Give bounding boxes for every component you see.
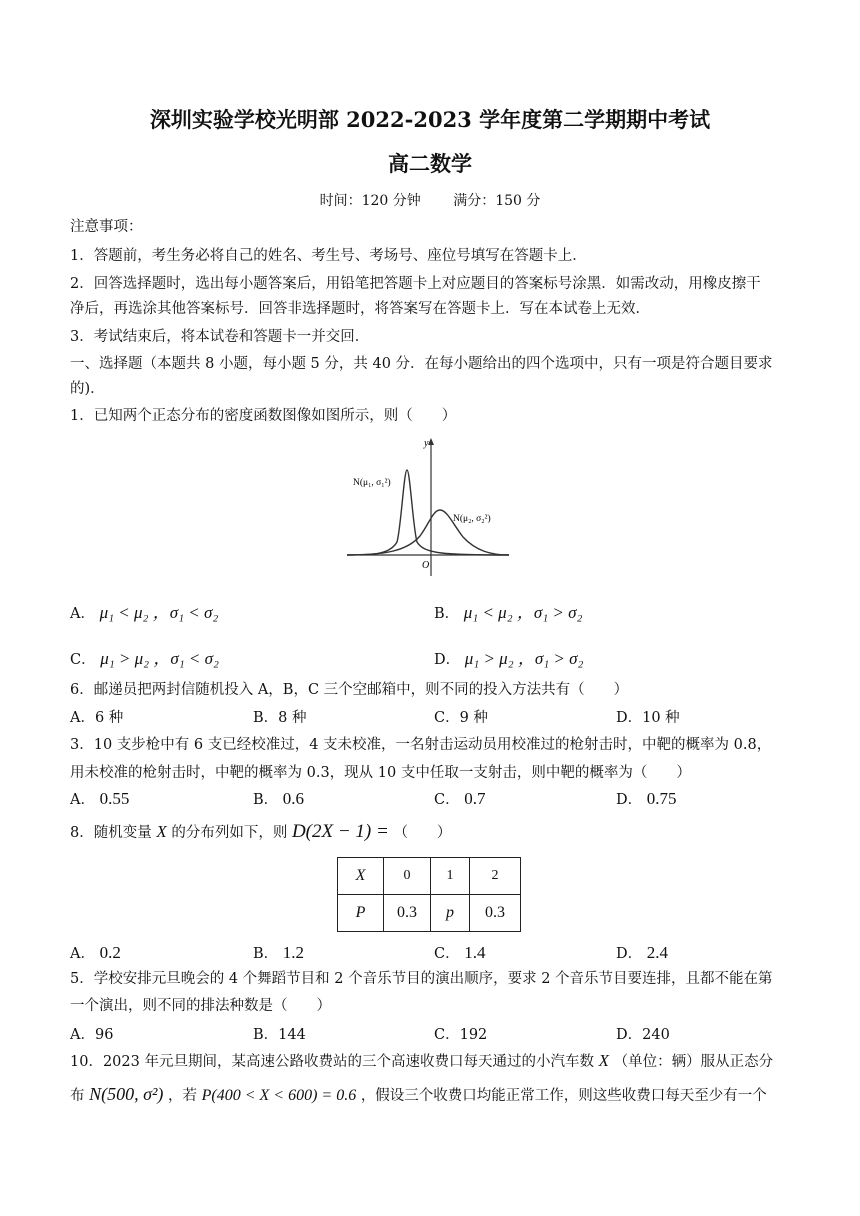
table-cell: 0.3 (470, 895, 521, 932)
q3-option-a-value: 0.55 (99, 789, 130, 808)
q5-option-b[interactable]: B．144 (253, 1027, 306, 1043)
q10-stem-line2 (70, 1084, 794, 1106)
q8-option-b-label: B． (253, 946, 279, 962)
note-item-3: 3．考试结束后，将本试卷和答题卡一并交回． (70, 329, 370, 345)
q8-option-c-value: 1.4 (464, 943, 486, 962)
q10-stem2-expr2: P(400 < X < 600) = 0.6 (201, 1087, 357, 1104)
q8-option-d-label: D． (616, 946, 643, 962)
q1-option-c[interactable] (70, 644, 219, 669)
q3-option-c[interactable] (434, 788, 485, 809)
exam-title: 深圳实验学校光明部 2022-2023 学年度第二学期期中考试 (149, 107, 711, 132)
q8-stem-post: （ ） (393, 825, 452, 841)
table-cell: 0.3 (384, 895, 431, 932)
q1-option-c-text: μ₁ > μ₂ ，σ₁ < σ₂ (100, 649, 219, 668)
table-cell: 2 (470, 858, 521, 895)
q3-option-c-label: C． (434, 792, 460, 808)
q10-stem-line1 (70, 1051, 794, 1072)
table-cell: X (338, 858, 384, 895)
q1-option-c-label: C． (70, 652, 96, 668)
q6-option-a[interactable]: A．6 种 (70, 710, 124, 726)
q6-option-c[interactable]: C．9 种 (434, 710, 488, 726)
section-heading: 一、选择题（本题共 8 小题，每小题 5 分，共 40 分．在每小题给出的四个选项中，只有一项是符合题目要求 (70, 356, 773, 372)
q3-option-b[interactable] (253, 788, 304, 809)
q8-stem-mid: 的分布列如下，则 (171, 825, 288, 841)
q3-stem-line2: 用未校准的枪射击时，中靶的概率为 0.3，现从 10 支中任取一支射击，则中靶的概率为（ ） (70, 765, 691, 781)
q1-option-b-label: B． (434, 606, 460, 622)
y-label: y (424, 438, 429, 449)
q8-option-d[interactable] (616, 942, 668, 963)
n1-label: N(μ₁, σ₁²) (353, 478, 391, 488)
q8-option-b-value: 1.2 (282, 943, 305, 962)
q3-option-d-label: D． (616, 792, 643, 808)
q5-option-d[interactable]: D．240 (616, 1027, 670, 1043)
exam-score: 满分：150 分 (453, 193, 541, 209)
q1-option-d[interactable] (434, 644, 583, 669)
subject-title: 高二数学 (388, 151, 472, 176)
q3-option-a[interactable] (70, 788, 129, 809)
q6-option-d[interactable]: D．10 种 (616, 710, 680, 726)
q3-option-c-value: 0.7 (464, 789, 486, 808)
q1-option-d-text: μ₁ > μ₂ ，σ₁ > σ₂ (464, 649, 584, 668)
notes-heading: 注意事项： (70, 219, 143, 235)
q1-option-a[interactable] (70, 598, 218, 623)
q8-option-b[interactable] (253, 942, 304, 963)
exam-info (0, 190, 860, 210)
y-axis-arrow (428, 438, 434, 445)
q3-option-a-label: A． (70, 792, 95, 808)
q8-stem-expr: D(2X − 1) = (291, 821, 389, 842)
q10-stem1-post: （单位：辆）服从正态分 (613, 1054, 774, 1070)
q10-stem2-mid: ，若 (168, 1088, 197, 1104)
q8-option-c-label: C． (434, 946, 460, 962)
q8-stem-pre: 8．随机变量 (70, 825, 152, 841)
q1-stem: 1．已知两个正态分布的密度函数图像如图所示，则（ ） (70, 408, 457, 424)
table-cell: 1 (431, 858, 470, 895)
q1-option-a-text: μ₁ < μ₂ ，σ₁ < σ₂ (99, 603, 219, 622)
exam-time: 时间：120 分钟 (319, 193, 421, 209)
q1-option-a-label: A． (70, 606, 95, 622)
q10-stem1-var: X (598, 1051, 609, 1070)
table-cell: P (338, 895, 384, 932)
table-cell: p (431, 895, 470, 932)
q1-option-b-text: μ₁ < μ₂ ，σ₁ > σ₂ (463, 603, 583, 622)
note-item-1: 1．答题前，考生务必将自己的姓名、考生号、考场号、座位号填写在答题卡上． (70, 248, 587, 264)
q8-option-a-value: 0.2 (99, 943, 121, 962)
section-heading-cont: 的)． (70, 381, 105, 397)
q3-option-d-value: 0.75 (646, 789, 677, 808)
table-row (338, 895, 521, 932)
q10-stem2-pre: 布 (70, 1088, 85, 1104)
table-row (338, 858, 521, 895)
q10-stem1-pre: 10．2023 年元旦期间，某高速公路收费站的三个高速收费口每天通过的小汽车数 (70, 1054, 594, 1070)
q6-stem: 6．邮递员把两封信随机投入 A，B，C 三个空邮箱中，则不同的投入方法共有（ ） (70, 682, 629, 698)
normal-distribution-graph (345, 432, 513, 578)
note-item-2-cont: 净后，再选涂其他答案标号．回答非选择题时，将答案写在答题卡上．写在本试卷上无效． (70, 301, 650, 317)
q5-option-c[interactable]: C．192 (434, 1027, 488, 1043)
table-cell: 0 (384, 858, 431, 895)
q8-option-a[interactable] (70, 942, 121, 963)
origin-label: O (422, 560, 430, 571)
q1-option-d-label: D． (434, 652, 461, 668)
q10-stem2-expr1: N(500, σ²) (89, 1084, 164, 1104)
q8-option-a-label: A． (70, 946, 95, 962)
q8-distribution-table (337, 857, 521, 932)
q8-option-d-value: 2.4 (646, 943, 668, 962)
q8-stem-var: X (156, 822, 167, 841)
q5-stem-line2: 一个演出，则不同的排法种数是（ ） (70, 998, 331, 1014)
q8-option-c[interactable] (434, 942, 485, 963)
q5-stem-line1: 5．学校安排元旦晚会的 4 个舞蹈节目和 2 个音乐节目的演出顺序，要求 2 个音乐节目要连排，且都不能在第 (70, 971, 773, 987)
q3-option-b-label: B． (253, 792, 279, 808)
q3-stem-line1: 3．10 支步枪中有 6 支已经校准过，4 支未校准，一名射击运动员用校准过的枪射击时，中靶的概率为 0.8， (70, 737, 772, 753)
q3-option-d[interactable] (616, 788, 677, 809)
q6-option-b[interactable]: B．8 种 (253, 710, 307, 726)
note-item-2: 2．回答选择题时，选出每小题答案后，用铅笔把答题卡上对应题目的答案标号涂黑．如需改动，用橡皮擦干 (70, 276, 761, 292)
q5-option-a[interactable]: A．96 (70, 1027, 114, 1043)
q1-option-b[interactable] (434, 598, 582, 623)
q3-option-b-value: 0.6 (282, 789, 305, 808)
q10-stem2-post: ，假设三个收费口均能正常工作，则这些收费口每天至少有一个 (360, 1088, 767, 1104)
q8-stem (70, 822, 794, 843)
n2-label: N(μ₂, σ₂²) (453, 514, 491, 524)
